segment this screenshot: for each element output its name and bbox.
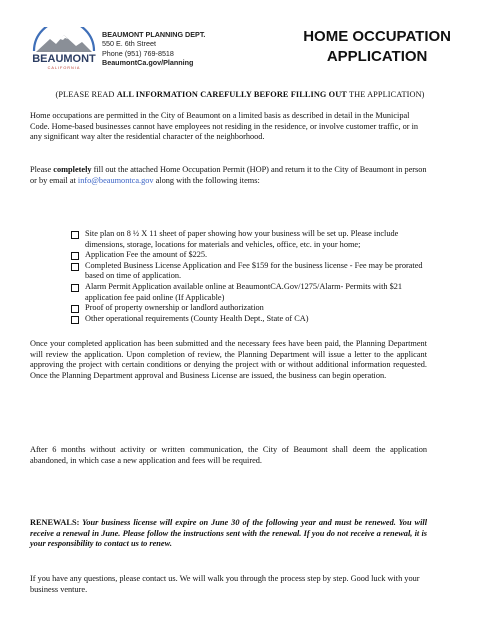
checklist-item (71, 303, 427, 314)
checklist-item-text: Completed Business License Application and Fee $159 for the business license - Fee may be prorated based on time of application. (85, 260, 423, 281)
page-header (0, 0, 480, 78)
closing-paragraph: If you have any questions, please contact us. We will walk you through the process step by step. Good luck with your business venture. (30, 574, 420, 594)
checkbox[interactable] (71, 316, 79, 324)
process-paragraph: Once your completed application has been submitted and the necessary fees have been paid, the Planning Department will review the application. Upon completion of review, the Planning Department will issue a letter to the applicant approving the project with certain conditions or denying the project with or without additional information requested. Once the Planning Department approval and Business License are issued, the business can begin operation. (30, 339, 427, 380)
checklist-item-text: Alarm Permit Application available online at BeaumontCA.Gov/1275/Alarm- Permits with $21 application fee paid online (If Applicable) (85, 281, 403, 302)
checkbox[interactable] (71, 305, 79, 313)
checklist-item-text: Site plan on 8 ½ X 11 sheet of paper showing how your business will be set up. Please include dimensions, storage, locations for materials and vehicles, office, etc. in your home; (85, 229, 399, 249)
page-title (303, 27, 451, 67)
checklist-item (71, 314, 427, 325)
checklist-item-text: Other operational requirements (County Health Dept., State of CA) (85, 313, 309, 323)
title-line-1: HOME OCCUPATION (303, 28, 451, 45)
department-website: BeaumontCa.gov/Planning (102, 57, 194, 67)
logo-subtext: CALIFORNIA (47, 66, 81, 70)
beaumont-logo (30, 27, 98, 71)
required-items-checklist (71, 229, 427, 324)
checkbox[interactable] (71, 252, 79, 260)
instructions-post: along with the following items: (153, 175, 260, 185)
logo-wordmark: BEAUMONT (32, 53, 96, 65)
checklist-item-text: Proof of property ownership or landlord authorization (85, 303, 264, 313)
read-carefully-notice (0, 90, 480, 99)
checkbox[interactable] (71, 263, 79, 271)
notice-prefix: (PLEASE READ (55, 90, 117, 99)
renewals-label: RENEWALS: (30, 518, 80, 527)
instructions-bold: completely (53, 165, 92, 174)
checkbox[interactable] (71, 231, 79, 239)
checklist-item (71, 282, 427, 303)
intro-paragraph: Home occupations are permitted in the City of Beaumont on a limited basis as described in detail in the Municipal Code. Home-based businesses cannot have employees not residing in the residence, or involve customer traffic, or in any significant way alter the residential character of the neighborhood. (30, 111, 419, 142)
renewals-paragraph (30, 518, 427, 550)
title-line-2: APPLICATION (326, 48, 428, 65)
checklist-item-text: Application Fee the amount of $225. (85, 250, 208, 260)
department-name: BEAUMONT PLANNING DEPT. (102, 30, 206, 39)
checklist-item (71, 261, 427, 282)
email-link[interactable]: info@beaumontca.gov (77, 175, 154, 185)
notice-emphasis: ALL INFORMATION CAREFULLY BEFORE FILLING OUT (116, 90, 347, 99)
checklist-item (71, 250, 427, 261)
abandonment-paragraph: After 6 months without activity or written communication, the City of Beaumont shall deem the application abandoned, in which case a new application and fees will be required. (30, 445, 427, 465)
instructions-paragraph (30, 165, 427, 186)
checklist-item (71, 229, 427, 250)
notice-suffix: THE APPLICATION) (346, 90, 425, 99)
renewals-text: Your business license will expire on June 30 of the following year and must be renewed. You will receive a renewal in June. Please follow the instructions sent with the renewal. If you do not receive a renewal, it is your responsibility to contact us to renew. (30, 518, 427, 549)
department-info (102, 30, 205, 67)
department-phone: Phone (951) 769-8518 (102, 48, 174, 58)
instructions-mid: fill out the attached Home Occupation Permit (HOP) and return it to the City of Beaumont in person or by email at (30, 165, 427, 185)
checkbox[interactable] (71, 284, 79, 292)
instructions-pre: Please (30, 165, 54, 174)
department-address: 550 E. 6th Street (102, 39, 156, 49)
